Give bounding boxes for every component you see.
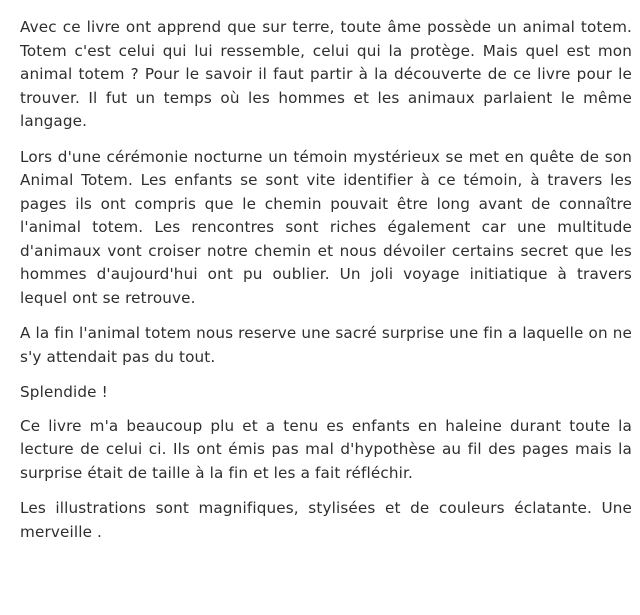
review-paragraph-opinion: Ce livre m'a beaucoup plu et a tenu es enfants en haleine durant toute la lecture de celui ci. Ils ont émis pas mal d'hypothèse au fil des pages mais la surprise était de taille à la fin et les a fait réfléchir.: [20, 416, 632, 482]
review-paragraph-intro: Avec ce livre ont apprend que sur terre, toute âme possède un animal totem. Totem c'est celui qui lui ressemble, celui qui la protège. Mais quel est mon animal totem ? Pour le savoir il faut partir à la découverte de ce livre pour le trouver. Il fut un temps où les hommes et les animaux parlaient le même langage.: [20, 18, 632, 130]
review-paragraph-illustrations: Les illustrations sont magnifiques, stylisées et de couleurs éclatante. Une merveille .: [20, 499, 632, 541]
review-paragraph-ending: A la fin l'animal totem nous reserve une sacré surprise une fin a laquelle on ne s'y attendait pas du tout.: [20, 324, 632, 366]
review-paragraph-story: Lors d'une cérémonie nocturne un témoin mystérieux se met en quête de son Animal Totem. Les enfants se sont vite identifier à ce témoin, à travers les pages ils ont compris que le chemin pouvait être long avant de connaître l'animal totem. Les rencontres sont riches également car une multitude d'animaux vont croiser notre chemin et nous dévoiler certains secret que les hommes d'aujourd'hui ont pu oublier. Un joli voyage initiatique à travers lequel ont se retrouve.: [20, 147, 632, 307]
review-verdict: Splendide !: [20, 383, 108, 401]
